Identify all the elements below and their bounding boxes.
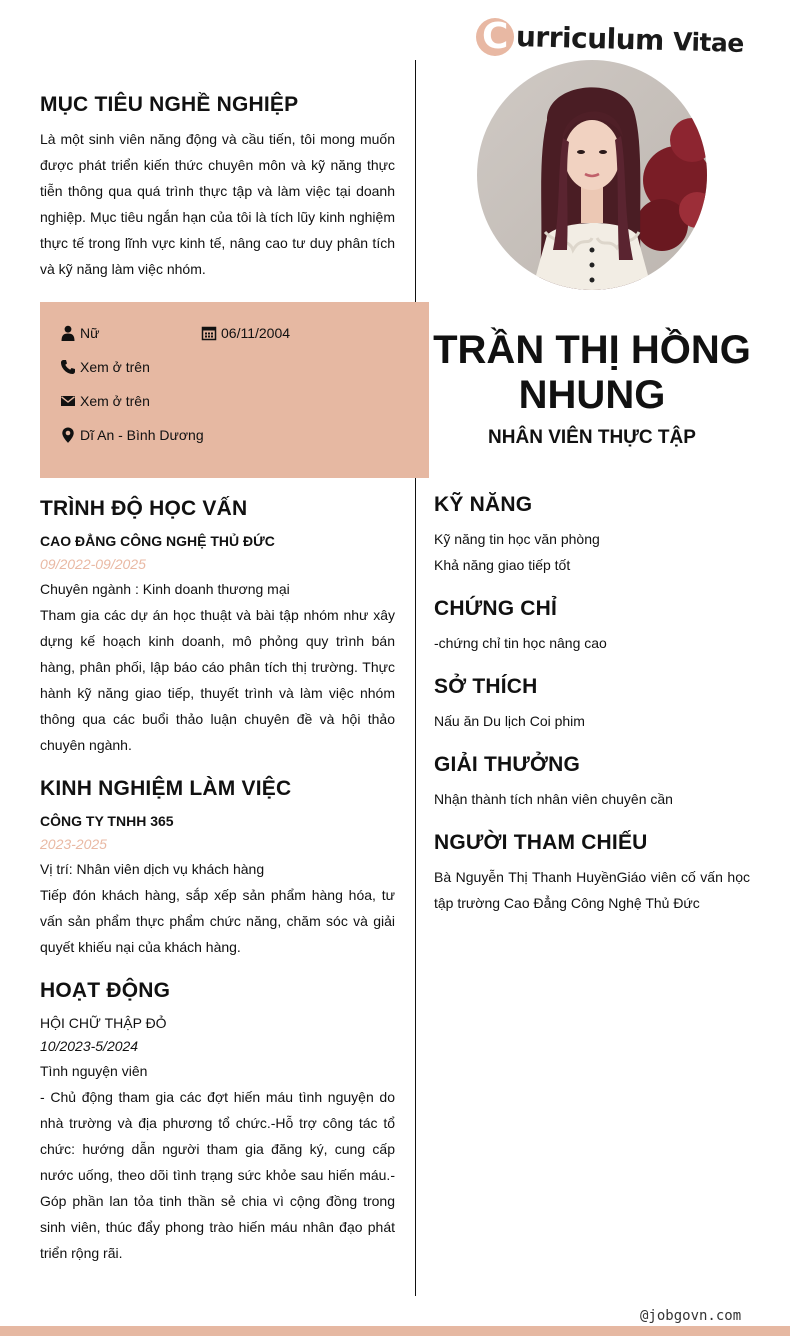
birthday-value: 06/11/2004 [221, 325, 291, 341]
calendar-icon [201, 325, 217, 341]
objective-heading: MỤC TIÊU NGHỀ NGHIỆP [40, 93, 299, 116]
column-divider [415, 60, 416, 1296]
candidate-position: NHÂN VIÊN THỰC TẬP [488, 427, 696, 448]
envelope-icon [60, 393, 76, 409]
education-major: Chuyên ngành : Kinh doanh thương mại [40, 581, 290, 597]
footer-watermark: @jobgovn.com [640, 1308, 742, 1324]
references-text: Bà Nguyễn Thị Thanh HuyềnGiáo viên cố vấn học tập trường Cao Đẳng Công Nghệ Thủ Đức [434, 869, 750, 911]
activities-description: - Chủ động tham gia các đợt hiến máu tình nguyện do nhà trường và địa phương tổ chức.-Hỗ trợ công tác tổ chức: hướng dẫn người tham gia đăng ký, cung cấp nước uống, theo dõi tình trạng sức khỏe sau hiến máu.-Góp phần lan tỏa tinh thần sẻ chia vì cộng đồng trong sinh viên, thúc đẩy phong trào hiến máu nhân đạo phát triển rộng rãi. [40, 1089, 395, 1261]
education-school: CAO ĐẲNG CÔNG NGHỆ THỦ ĐỨC [40, 533, 275, 549]
logo-letter: C [482, 16, 509, 57]
phone-icon [60, 359, 76, 375]
phone-value: Xem ở trên [80, 359, 150, 375]
objective-text: Là một sinh viên năng động và cầu tiến, tôi mong muốn được phát triển kiến thức chuyên môn và kỹ năng thực tiễn thông qua quá trình thực tập và làm việc tại doanh nghiệp. Mục tiêu ngắn hạn của tôi là tích lũy kinh nghiệm thực tế trong lĩnh vực kinh tế, nâng cao tư duy phân tích và kỹ năng làm việc nhóm. [40, 131, 395, 277]
certificates-heading: CHỨNG CHỈ [434, 597, 558, 620]
candidate-name-line2: NHUNG [518, 373, 666, 417]
address-value: Dĩ An - Bình Dương [80, 427, 204, 443]
experience-period: 2023-2025 [40, 836, 107, 852]
skills-heading: KỸ NĂNG [434, 493, 533, 516]
skill-item: Khả năng giao tiếp tốt [434, 557, 571, 573]
birthday-row [201, 325, 290, 341]
profile-photo [477, 60, 707, 290]
experience-company: CÔNG TY TNHH 365 [40, 813, 174, 829]
education-description: Tham gia các dự án học thuật và bài tập nhóm như xây dựng kế hoạch kinh doanh, mô phỏng quy trình bán hàng, phân phối, lập báo cáo phân tích thị trường. Thực hành kỹ năng giao tiếp, thuyết trình và làm việc nhóm thông qua các buổi thảo luận chuyên đề và hội thảo chuyên ngành. [40, 607, 395, 753]
gender-value: Nữ [80, 325, 100, 341]
skill-item: Kỹ năng tin học văn phòng [434, 531, 600, 547]
logo-circle [476, 18, 514, 56]
footer-bar [0, 1326, 790, 1336]
personal-info-box [40, 302, 429, 478]
address-row [60, 427, 204, 443]
hobbies-heading: SỞ THÍCH [434, 675, 538, 698]
logo-text [516, 20, 745, 59]
certificate-item: -chứng chỉ tin học nâng cao [434, 635, 607, 651]
activities-role: Tình nguyện viên [40, 1063, 148, 1079]
experience-description: Tiếp đón khách hàng, sắp xếp sản phẩm hàng hóa, tư vấn sản phẩm thực phẩm chức năng, chăm sóc và giải quyết khiếu nại của khách hàng. [40, 887, 395, 955]
candidate-name-line1: TRẦN THỊ HỒNG [433, 328, 751, 372]
hobbies-text: Nấu ăn Du lịch Coi phim [434, 713, 585, 729]
awards-heading: GIẢI THƯỞNG [434, 753, 581, 776]
references-heading: NGƯỜI THAM CHIẾU [434, 831, 648, 854]
education-heading: TRÌNH ĐỘ HỌC VẤN [40, 497, 248, 520]
location-pin-icon [60, 427, 76, 443]
experience-role: Vị trí: Nhân viên dịch vụ khách hàng [40, 861, 265, 877]
logo-text-vitae: Vitae [672, 27, 745, 58]
awards-text: Nhận thành tích nhân viên chuyên cần [434, 791, 673, 807]
logo-text-main: urriculum [515, 20, 674, 58]
email-row [60, 393, 150, 409]
gender-row [60, 325, 99, 341]
email-value: Xem ở trên [80, 393, 150, 409]
activities-period: 10/2023-5/2024 [40, 1038, 139, 1054]
activities-organization: HỘI CHỮ THẬP ĐỎ [40, 1015, 167, 1031]
person-icon [60, 325, 76, 341]
candidate-name [432, 328, 752, 418]
phone-row [60, 359, 150, 375]
experience-heading: KINH NGHIỆM LÀM VIỆC [40, 777, 292, 800]
activities-heading: HOẠT ĐỘNG [40, 979, 171, 1002]
education-period: 09/2022-09/2025 [40, 556, 146, 572]
cv-logo [476, 16, 745, 60]
